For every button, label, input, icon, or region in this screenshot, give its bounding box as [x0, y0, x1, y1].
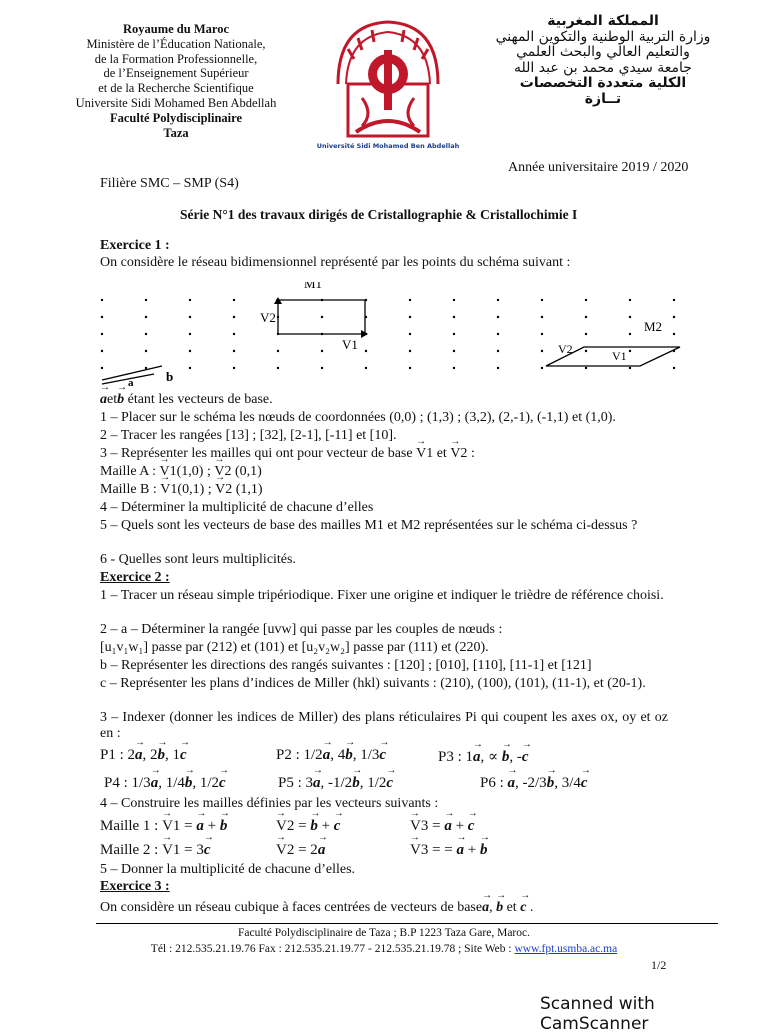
label-a: a [128, 377, 134, 389]
lattice-node [145, 367, 147, 369]
lattice-node [629, 367, 631, 369]
vector-b: → b [310, 818, 318, 835]
lattice-node [585, 316, 587, 318]
header-line: وزارة التربية الوطنية والتكوين المهني [495, 28, 711, 45]
vector-v2: → V2 [276, 842, 294, 859]
lattice-node [673, 316, 675, 318]
exercise-2-title: Exercice 2 : [100, 570, 170, 585]
lattice-node [453, 316, 455, 318]
lattice-node [629, 316, 631, 318]
cell-m1-outline [276, 300, 365, 334]
vector-c: → c [204, 842, 211, 859]
exercise-2-q2a: 2 – a – Déterminer la rangée [uvw] qui passe par les couples de nœuds : [100, 622, 503, 637]
equals: = [180, 818, 197, 834]
lattice-node [585, 350, 587, 352]
footer-contact [0, 943, 768, 955]
scanner-watermark: Scanned with CamScanner [540, 994, 655, 1034]
header-line: et de la Recherche Scientifique [98, 81, 254, 96]
lattice-node [145, 333, 147, 335]
vector-c: → c [219, 775, 226, 792]
lattice-node [673, 333, 675, 335]
plane-p5 [278, 775, 393, 792]
p2-text: , 4 [330, 747, 346, 763]
vector-a: → a [196, 818, 204, 835]
lattice-node [585, 299, 587, 301]
lattice-node [497, 350, 499, 352]
exercise-3-title: Exercice 3 : [100, 879, 170, 894]
plus: + [203, 818, 220, 834]
plus: + [451, 818, 468, 834]
footer-divider [96, 923, 718, 924]
vector-b: → b [480, 842, 488, 859]
and-word: et [107, 392, 118, 407]
label-m1: M1 [304, 282, 323, 291]
lattice-node [365, 350, 367, 352]
vector-b: → b [220, 818, 228, 835]
vector-a: → a [100, 392, 107, 408]
exercise-2-q4: 4 – Construire les mailles définies par les vecteurs suivants : [100, 796, 439, 811]
vector-v1: → V1 [162, 842, 180, 859]
exercise-1-q6: 6 - Quelles sont leurs multiplicités. [100, 552, 296, 567]
maille-b-v2-value: (1,1) [232, 482, 263, 497]
label-v2-m2: V2 [558, 342, 573, 356]
maille-2-v2 [276, 842, 325, 859]
plus: + [464, 842, 480, 858]
lattice-node [453, 367, 455, 369]
vector-v2: → V2 [276, 818, 294, 835]
vector-v2: → V2 [450, 446, 467, 462]
lattice-node [189, 316, 191, 318]
p6-text: P6 : [480, 775, 508, 791]
p4-text: , 1/4 [158, 775, 185, 791]
maille-2-v3 [410, 842, 487, 859]
ex3-and: et [503, 900, 521, 915]
lattice-svg [96, 282, 696, 402]
vector-a: → a [313, 775, 321, 792]
lattice-node [585, 367, 587, 369]
lattice-node [497, 367, 499, 369]
exercise-1-q4: 4 – Déterminer la multiplicité de chacune d’elles [100, 500, 374, 515]
maille-2-label: Maille 2 : [100, 842, 163, 858]
header-line: Royaume du Maroc [122, 22, 229, 36]
lattice-node [233, 333, 235, 335]
lattice-node [409, 367, 411, 369]
vector-c: → c [468, 818, 475, 835]
lattice-node [145, 299, 147, 301]
lattice-node [233, 350, 235, 352]
lattice-node [321, 316, 323, 318]
exercise-1-q1: 1 – Placer sur le schéma les nœuds de coordonnées (0,0) ; (1,3) ; (3,2), (2,-1), (-1,1) et (1,0). [100, 410, 616, 425]
p2-text: , 1/3 [352, 747, 380, 763]
lattice-node [673, 299, 675, 301]
lattice-node [145, 316, 147, 318]
vector-b: → b [496, 900, 503, 916]
header-line: Taza [163, 125, 189, 140]
lattice-node [541, 367, 543, 369]
lattice-node [629, 333, 631, 335]
vector-a: → a [151, 775, 159, 792]
vector-c: → c [379, 747, 386, 764]
lattice-node [189, 350, 191, 352]
lattice-node [453, 333, 455, 335]
exercise-2-q1: 1 – Tracer un réseau simple tripériodique. Fixer une origine et indiquer le trièdre de référence choisi. [100, 588, 664, 603]
lattice-diagram [96, 282, 696, 402]
base-suffix: étant les vecteurs de base. [124, 392, 273, 407]
lattice-node [453, 299, 455, 301]
label-v1-m1: V1 [342, 337, 358, 352]
header-line: تــازة [584, 90, 622, 107]
vector-a: → a [508, 775, 516, 792]
vector-b: → b [345, 747, 353, 764]
vector-a: → a [482, 900, 489, 916]
plane-p6 [480, 775, 588, 792]
lattice-node [101, 367, 103, 369]
lattice-node [233, 316, 235, 318]
equals: = [428, 818, 445, 834]
equals: = [294, 818, 311, 834]
lattice-node [409, 299, 411, 301]
q3-suffix: : [467, 446, 475, 461]
maille-2 [100, 842, 211, 859]
lattice-node [541, 299, 543, 301]
exercise-2-q2a-detail: [u₁v₁w₁] passe par (212) et (101) et [u₂v₂w₂] passe par (111) et (220). [100, 640, 489, 655]
lattice-node [409, 333, 411, 335]
plane-p3 [438, 747, 529, 766]
header-line: والتعليم العالي والبحث العلمي [516, 44, 690, 60]
vector-c: → c [520, 900, 526, 916]
institution-header-fr [60, 22, 292, 140]
vector-a: → a [323, 747, 331, 764]
plane-p1 [100, 747, 187, 764]
exercise-3-intro: On considère un réseau cubique à faces centrées de vecteurs de base→ a, → b et → c . [100, 900, 533, 916]
exercise-1-q3 [100, 446, 475, 462]
exercise-1-q5: 5 – Quels sont les vecteurs de base des mailles M1 et M2 représentées sur le schéma ci-dessus ? [100, 518, 638, 533]
website-link[interactable]: www.fpt.usmba.ac.ma [514, 943, 618, 955]
p6-text: , -2/3 [515, 775, 547, 791]
vector-b: → b [502, 749, 510, 766]
p1-text: , 1 [165, 747, 181, 763]
lattice-node [277, 367, 279, 369]
maille-a-v2-value: (0,1) [231, 464, 262, 479]
vector-b: → b [185, 775, 193, 792]
maille-b-label: Maille B : [100, 482, 161, 497]
lattice-node [629, 350, 631, 352]
vector-b: → b [352, 775, 360, 792]
footer-address: Faculté Polydisciplinaire de Taza ; B.P 1223 Taza Gare, Maroc. [238, 927, 530, 939]
maille-b [100, 482, 263, 498]
header-line: de la Formation Professionnelle, [94, 51, 258, 66]
p5-text: , -1/2 [320, 775, 353, 791]
lattice-node [189, 333, 191, 335]
lattice-node [145, 350, 147, 352]
maille-a-v1-value: (1,0) ; [176, 464, 215, 479]
vector-v3: → V3 [410, 842, 428, 859]
lattice-node [321, 350, 323, 352]
lattice-node [673, 367, 675, 369]
vector-b: → b [158, 747, 166, 764]
lattice-node [101, 299, 103, 301]
lattice-node [409, 350, 411, 352]
lattice-node [541, 333, 543, 335]
lattice-node [541, 316, 543, 318]
exercise-1-intro: On considère le réseau bidimensionnel représenté par les points du schéma suivant : [100, 255, 571, 270]
logo-caption: Université Sidi Mohamed Ben Abdellah [316, 142, 460, 150]
p3-text: , - [509, 749, 522, 765]
lattice-node [233, 367, 235, 369]
plane-p2 [276, 747, 386, 764]
lattice-node [321, 367, 323, 369]
p4-text: P4 : 1/3 [104, 775, 151, 791]
header-line: Faculté Polydisciplinaire [109, 110, 243, 125]
equals: = 3 [180, 842, 204, 858]
university-logo [318, 14, 458, 164]
page-number: 1/2 [651, 958, 667, 972]
p4-text: , 1/2 [192, 775, 220, 791]
vector-c: → c [386, 775, 393, 792]
lattice-node [541, 350, 543, 352]
institution-header-ar [478, 14, 728, 107]
vector-a: → a [444, 818, 452, 835]
lattice-node [101, 350, 103, 352]
p5-text: , 1/2 [359, 775, 387, 791]
exercise-1-base [100, 392, 273, 408]
vector-a: → a [457, 842, 465, 859]
label-b: b [166, 369, 174, 384]
vector-v1: → V1 [160, 482, 177, 498]
vector-b: → b [117, 392, 124, 408]
p3-text: , ∝ [480, 749, 502, 765]
footer-contact-text: Tél : 212.535.21.19.76 Fax : 212.535.21.19.77 - 212.535.21.19.78 ; Site Web : [150, 943, 515, 955]
vector-v1: → V1 [162, 818, 180, 835]
lattice-node [365, 367, 367, 369]
header-line: Universite Sidi Mohamed Ben Abdellah [75, 95, 277, 110]
header-line: جامعة سيدي محمد بن عبد الله [514, 59, 692, 76]
lattice-node [101, 333, 103, 335]
vector-a: → a [135, 747, 143, 764]
exercise-1-title: Exercice 1 : [100, 238, 170, 253]
plus: + [317, 818, 334, 834]
p1-text: , 2 [142, 747, 158, 763]
program-label: Filière SMC – SMP (S4) [100, 176, 239, 191]
p1-text: P1 : 2 [100, 747, 136, 763]
vector-v3: → V3 [410, 818, 428, 835]
p2-text: P2 : 1/2 [276, 747, 323, 763]
vector-a: → a [318, 842, 326, 859]
label-v1-m2: V1 [612, 349, 627, 363]
lattice-node [409, 316, 411, 318]
maille-b-v1-value: (0,1) ; [177, 482, 216, 497]
lattice-node [189, 367, 191, 369]
equals: = 2 [294, 842, 318, 858]
vector-v2: → V2 [215, 482, 232, 498]
header-line: de l’Enseignement Supérieur [103, 66, 249, 81]
exercise-2-q2b: b – Représenter les directions des rangés suivantes : [120] ; [010], [110], [11-1] et [121] [100, 658, 592, 673]
vector-a: → a [473, 749, 481, 766]
vector-c: → c [334, 818, 341, 835]
vector-c: → c [581, 775, 588, 792]
p5-text: P5 : 3 [278, 775, 314, 791]
header-line: Ministère de l’Éducation Nationale, [86, 36, 266, 51]
maille-a [100, 464, 262, 480]
plane-p4 [104, 775, 226, 792]
lattice-node [497, 333, 499, 335]
lattice-node [629, 299, 631, 301]
exercise-2-q2c: c – Représenter les plans d’indices de Miller (hkl) suivants : (210), (100), (101), (11-1), et (20-1). [100, 676, 646, 691]
vector-v1: → V1 [160, 464, 177, 480]
maille-1-label: Maille 1 : [100, 818, 163, 834]
q3-text: 3 – Représenter les mailles qui ont pour vecteur de base [100, 446, 417, 461]
lattice-node [189, 299, 191, 301]
ex3-text: On considère un réseau cubique à faces centrées de vecteurs de base [100, 900, 483, 915]
exercise-2-q3: 3 – Indexer (donner les indices de Miller) des plans réticulaires Pi qui coupent les axes ox, oy et oz en : [100, 710, 668, 741]
label-m2: M2 [644, 319, 663, 334]
academic-year: Année universitaire 2019 / 2020 [508, 160, 689, 175]
q3-and: et [433, 446, 451, 461]
p6-text: , 3/4 [554, 775, 581, 791]
lattice-node [497, 299, 499, 301]
lattice-node [453, 350, 455, 352]
header-line: المملكة المغربية [547, 13, 659, 29]
p3-text: P3 : 1 [438, 749, 474, 765]
lattice-node [101, 316, 103, 318]
vector-c: → c [180, 747, 187, 764]
vector-c: → c [522, 749, 529, 766]
exercise-1-q2: 2 – Tracer les rangées [13] ; [32], [2-1], [-11] et [10]. [100, 428, 397, 443]
lattice-node [277, 350, 279, 352]
header-line: الكلية متعددة التخصصات [519, 75, 687, 91]
vector-b: → b [547, 775, 555, 792]
ex3-end: . [526, 900, 534, 915]
maille-a-label: Maille A : [100, 464, 160, 479]
lattice-node [497, 316, 499, 318]
exercise-2-q5: 5 – Donner la multiplicité de chacune d’elles. [100, 862, 356, 877]
vector-v2: → V2 [214, 464, 231, 480]
vector-v1: → V1 [416, 446, 433, 462]
series-title: Série N°1 des travaux dirigés de Cristallographie & Cristallochimie I [180, 207, 578, 222]
lattice-node [585, 333, 587, 335]
label-v2-m1: V2 [260, 310, 276, 325]
lattice-node [233, 299, 235, 301]
equals: = = [428, 842, 457, 858]
